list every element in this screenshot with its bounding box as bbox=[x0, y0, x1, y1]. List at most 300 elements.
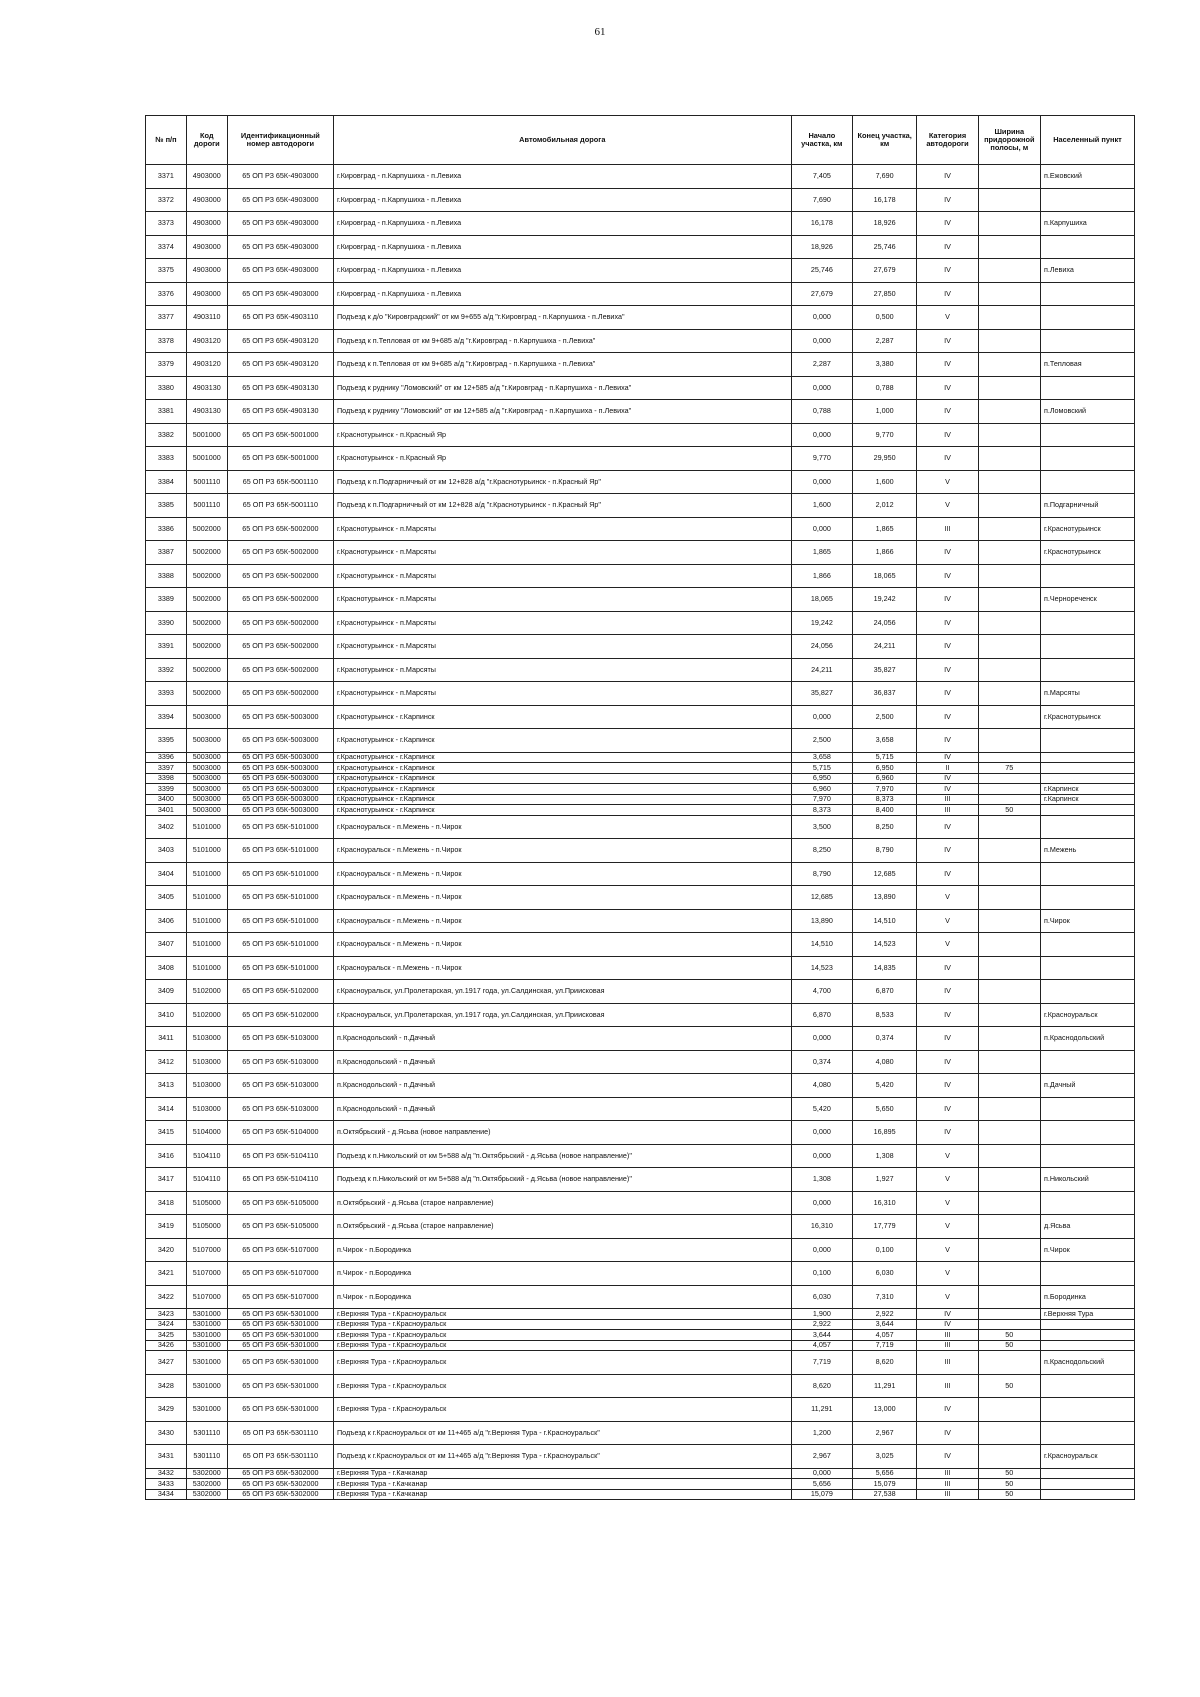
cell-num: 3431 bbox=[146, 1445, 187, 1469]
cell-settlement bbox=[1040, 886, 1134, 910]
cell-code: 5101000 bbox=[186, 933, 227, 957]
cell-start: 25,746 bbox=[791, 259, 852, 283]
cell-category: IV bbox=[917, 752, 978, 763]
cell-road: г.Краснотурьинск - п.Марсяты bbox=[333, 658, 791, 682]
cell-settlement bbox=[1040, 658, 1134, 682]
cell-num: 3430 bbox=[146, 1421, 187, 1445]
cell-id: 65 ОП РЗ 65К-5101000 bbox=[227, 862, 333, 886]
cell-category: V bbox=[917, 909, 978, 933]
cell-end: 14,835 bbox=[852, 956, 916, 980]
cell-category: V bbox=[917, 494, 978, 518]
cell-settlement bbox=[1040, 1319, 1134, 1330]
cell-num: 3434 bbox=[146, 1489, 187, 1500]
cell-id: 65 ОП РЗ 65К-4903130 bbox=[227, 376, 333, 400]
cell-id: 65 ОП РЗ 65К-5002000 bbox=[227, 564, 333, 588]
cell-code: 5107000 bbox=[186, 1238, 227, 1262]
cell-road: г.Красноуральск, ул.Пролетарская, ул.1917 года, ул.Салдинская, ул.Приисковая bbox=[333, 1003, 791, 1027]
cell-id: 65 ОП РЗ 65К-5001000 bbox=[227, 423, 333, 447]
table-row bbox=[146, 784, 1135, 795]
table-header-row bbox=[146, 116, 1135, 165]
cell-width bbox=[978, 470, 1040, 494]
cell-settlement: п.Тепловая bbox=[1040, 353, 1134, 377]
cell-category: V bbox=[917, 1168, 978, 1192]
cell-end: 1,308 bbox=[852, 1144, 916, 1168]
cell-num: 3373 bbox=[146, 212, 187, 236]
cell-id: 65 ОП РЗ 65К-5003000 bbox=[227, 794, 333, 805]
table-row bbox=[146, 956, 1135, 980]
cell-code: 5003000 bbox=[186, 729, 227, 753]
cell-category: IV bbox=[917, 1319, 978, 1330]
cell-category: IV bbox=[917, 1445, 978, 1469]
cell-start: 2,967 bbox=[791, 1445, 852, 1469]
table-row bbox=[146, 1398, 1135, 1422]
cell-end: 13,000 bbox=[852, 1398, 916, 1422]
cell-width bbox=[978, 752, 1040, 763]
cell-category: III bbox=[917, 805, 978, 816]
cell-start: 24,056 bbox=[791, 635, 852, 659]
cell-settlement bbox=[1040, 447, 1134, 471]
cell-num: 3394 bbox=[146, 705, 187, 729]
cell-id: 65 ОП РЗ 65К-4903000 bbox=[227, 282, 333, 306]
table-row bbox=[146, 212, 1135, 236]
cell-start: 5,420 bbox=[791, 1097, 852, 1121]
cell-code: 5301000 bbox=[186, 1319, 227, 1330]
table-row bbox=[146, 1050, 1135, 1074]
cell-width bbox=[978, 1144, 1040, 1168]
cell-code: 5104110 bbox=[186, 1168, 227, 1192]
cell-num: 3400 bbox=[146, 794, 187, 805]
table-row bbox=[146, 794, 1135, 805]
cell-code: 5302000 bbox=[186, 1479, 227, 1490]
cell-end: 5,715 bbox=[852, 752, 916, 763]
cell-id: 65 ОП РЗ 65К-5301000 bbox=[227, 1351, 333, 1375]
cell-start: 16,178 bbox=[791, 212, 852, 236]
cell-category: IV bbox=[917, 1097, 978, 1121]
cell-end: 4,057 bbox=[852, 1330, 916, 1341]
col-header-settlement: Населенный пункт bbox=[1040, 116, 1134, 165]
cell-category: V bbox=[917, 1238, 978, 1262]
cell-category: IV bbox=[917, 1003, 978, 1027]
cell-num: 3372 bbox=[146, 188, 187, 212]
cell-settlement bbox=[1040, 376, 1134, 400]
cell-start: 35,827 bbox=[791, 682, 852, 706]
cell-end: 2,500 bbox=[852, 705, 916, 729]
cell-start: 24,211 bbox=[791, 658, 852, 682]
cell-end: 14,523 bbox=[852, 933, 916, 957]
cell-road: Подъезд к г.Красноуральск от км 11+465 а/д "г.Верхняя Тура - г.Красноуральск" bbox=[333, 1445, 791, 1469]
cell-num: 3380 bbox=[146, 376, 187, 400]
cell-width bbox=[978, 353, 1040, 377]
cell-num: 3388 bbox=[146, 564, 187, 588]
cell-start: 6,870 bbox=[791, 1003, 852, 1027]
cell-code: 5101000 bbox=[186, 839, 227, 863]
cell-code: 4903120 bbox=[186, 329, 227, 353]
cell-code: 5001000 bbox=[186, 447, 227, 471]
cell-width bbox=[978, 564, 1040, 588]
cell-width: 50 bbox=[978, 805, 1040, 816]
cell-width bbox=[978, 658, 1040, 682]
table-row bbox=[146, 235, 1135, 259]
cell-start: 7,970 bbox=[791, 794, 852, 805]
table-row bbox=[146, 1191, 1135, 1215]
cell-start: 3,644 bbox=[791, 1330, 852, 1341]
table-row bbox=[146, 1309, 1135, 1320]
cell-category: IV bbox=[917, 1027, 978, 1051]
cell-category: V bbox=[917, 470, 978, 494]
cell-num: 3391 bbox=[146, 635, 187, 659]
cell-start: 8,790 bbox=[791, 862, 852, 886]
cell-id: 65 ОП РЗ 65К-4903000 bbox=[227, 188, 333, 212]
cell-num: 3419 bbox=[146, 1215, 187, 1239]
cell-settlement bbox=[1040, 1050, 1134, 1074]
cell-road: п.Октябрьский - д.Ясьва (новое направление) bbox=[333, 1121, 791, 1145]
table-row bbox=[146, 1319, 1135, 1330]
cell-code: 4903120 bbox=[186, 353, 227, 377]
cell-id: 65 ОП РЗ 65К-5107000 bbox=[227, 1238, 333, 1262]
cell-width bbox=[978, 306, 1040, 330]
table-row bbox=[146, 423, 1135, 447]
cell-end: 24,211 bbox=[852, 635, 916, 659]
cell-start: 2,287 bbox=[791, 353, 852, 377]
cell-id: 65 ОП РЗ 65К-5103000 bbox=[227, 1074, 333, 1098]
cell-category: IV bbox=[917, 188, 978, 212]
cell-settlement: п.Бородинка bbox=[1040, 1285, 1134, 1309]
cell-code: 5107000 bbox=[186, 1285, 227, 1309]
cell-settlement: д.Ясьва bbox=[1040, 1215, 1134, 1239]
col-header-road: Автомобильная дорога bbox=[333, 116, 791, 165]
cell-start: 0,000 bbox=[791, 423, 852, 447]
cell-road: г.Кировград - п.Карпушиха - п.Левиха bbox=[333, 165, 791, 189]
cell-road: п.Чирок - п.Бородинка bbox=[333, 1262, 791, 1286]
cell-category: IV bbox=[917, 635, 978, 659]
cell-settlement bbox=[1040, 815, 1134, 839]
cell-road: г.Краснотурьинск - г.Карпинск bbox=[333, 763, 791, 774]
cell-settlement bbox=[1040, 1421, 1134, 1445]
col-header-category: Категория автодороги bbox=[917, 116, 978, 165]
cell-id: 65 ОП РЗ 65К-5301000 bbox=[227, 1398, 333, 1422]
cell-start: 0,000 bbox=[791, 1144, 852, 1168]
cell-category: III bbox=[917, 1468, 978, 1479]
cell-end: 5,650 bbox=[852, 1097, 916, 1121]
cell-category: IV bbox=[917, 1398, 978, 1422]
cell-num: 3401 bbox=[146, 805, 187, 816]
cell-category: III bbox=[917, 1489, 978, 1500]
cell-width bbox=[978, 1074, 1040, 1098]
cell-category: IV bbox=[917, 564, 978, 588]
cell-end: 8,250 bbox=[852, 815, 916, 839]
cell-settlement: п.Чирок bbox=[1040, 909, 1134, 933]
cell-num: 3390 bbox=[146, 611, 187, 635]
cell-settlement bbox=[1040, 805, 1134, 816]
cell-code: 5103000 bbox=[186, 1027, 227, 1051]
cell-id: 65 ОП РЗ 65К-5101000 bbox=[227, 839, 333, 863]
cell-road: п.Краснодольский - п.Дачный bbox=[333, 1027, 791, 1051]
cell-code: 5002000 bbox=[186, 517, 227, 541]
cell-end: 2,287 bbox=[852, 329, 916, 353]
cell-settlement: г.Краснотурьинск bbox=[1040, 541, 1134, 565]
cell-id: 65 ОП РЗ 65К-5107000 bbox=[227, 1285, 333, 1309]
cell-num: 3393 bbox=[146, 682, 187, 706]
table-row bbox=[146, 353, 1135, 377]
cell-settlement bbox=[1040, 282, 1134, 306]
cell-code: 4903000 bbox=[186, 259, 227, 283]
cell-num: 3383 bbox=[146, 447, 187, 471]
cell-start: 0,000 bbox=[791, 705, 852, 729]
cell-start: 0,000 bbox=[791, 1191, 852, 1215]
cell-width: 50 bbox=[978, 1479, 1040, 1490]
cell-id: 65 ОП РЗ 65К-5002000 bbox=[227, 658, 333, 682]
cell-settlement bbox=[1040, 862, 1134, 886]
cell-end: 1,927 bbox=[852, 1168, 916, 1192]
cell-settlement: п.Ломовский bbox=[1040, 400, 1134, 424]
cell-code: 5002000 bbox=[186, 564, 227, 588]
cell-start: 9,770 bbox=[791, 447, 852, 471]
table-row bbox=[146, 188, 1135, 212]
cell-id: 65 ОП РЗ 65К-4903000 bbox=[227, 259, 333, 283]
cell-road: г.Красноуральск, ул.Пролетарская, ул.1917 года, ул.Салдинская, ул.Приисковая bbox=[333, 980, 791, 1004]
cell-code: 5301110 bbox=[186, 1421, 227, 1445]
cell-code: 5003000 bbox=[186, 763, 227, 774]
cell-id: 65 ОП РЗ 65К-5003000 bbox=[227, 805, 333, 816]
cell-code: 5002000 bbox=[186, 611, 227, 635]
cell-num: 3384 bbox=[146, 470, 187, 494]
cell-num: 3413 bbox=[146, 1074, 187, 1098]
cell-start: 1,200 bbox=[791, 1421, 852, 1445]
cell-width: 50 bbox=[978, 1340, 1040, 1351]
cell-end: 3,644 bbox=[852, 1319, 916, 1330]
cell-width bbox=[978, 784, 1040, 795]
cell-end: 1,600 bbox=[852, 470, 916, 494]
cell-road: Подъезд к п.Тепловая от км 9+685 а/д "г.Кировград - п.Карпушиха - п.Левиха" bbox=[333, 353, 791, 377]
cell-road: Подъезд к д/о "Кировградский" от км 9+655 а/д "г.Кировград - п.Карпушиха - п.Левиха" bbox=[333, 306, 791, 330]
cell-category: IV bbox=[917, 1309, 978, 1320]
cell-start: 14,523 bbox=[791, 956, 852, 980]
cell-settlement: г.Краснотурьинск bbox=[1040, 517, 1134, 541]
cell-start: 3,658 bbox=[791, 752, 852, 763]
cell-num: 3378 bbox=[146, 329, 187, 353]
col-header-width: Ширина придорожной полосы, м bbox=[978, 116, 1040, 165]
cell-settlement bbox=[1040, 980, 1134, 1004]
cell-id: 65 ОП РЗ 65К-5104000 bbox=[227, 1121, 333, 1145]
cell-road: г.Краснотурьинск - г.Карпинск bbox=[333, 773, 791, 784]
cell-width bbox=[978, 1191, 1040, 1215]
table-row bbox=[146, 1262, 1135, 1286]
col-header-num: № п/п bbox=[146, 116, 187, 165]
cell-start: 18,065 bbox=[791, 588, 852, 612]
cell-settlement bbox=[1040, 306, 1134, 330]
cell-settlement: п.Ежовский bbox=[1040, 165, 1134, 189]
cell-start: 5,656 bbox=[791, 1479, 852, 1490]
cell-width bbox=[978, 329, 1040, 353]
cell-id: 65 ОП РЗ 65К-4903120 bbox=[227, 353, 333, 377]
cell-code: 5105000 bbox=[186, 1191, 227, 1215]
cell-road: г.Кировград - п.Карпушиха - п.Левиха bbox=[333, 188, 791, 212]
cell-id: 65 ОП РЗ 65К-5301000 bbox=[227, 1309, 333, 1320]
cell-settlement: г.Красноуральск bbox=[1040, 1445, 1134, 1469]
cell-num: 3381 bbox=[146, 400, 187, 424]
table-row bbox=[146, 705, 1135, 729]
cell-start: 6,950 bbox=[791, 773, 852, 784]
cell-width bbox=[978, 1238, 1040, 1262]
cell-settlement bbox=[1040, 188, 1134, 212]
cell-start: 6,030 bbox=[791, 1285, 852, 1309]
cell-start: 6,960 bbox=[791, 784, 852, 795]
cell-road: г.Красноуральск - п.Межень - п.Чирок bbox=[333, 886, 791, 910]
cell-category: V bbox=[917, 306, 978, 330]
cell-road: Подъезд к руднику "Ломовский" от км 12+585 а/д "г.Кировград - п.Карпушиха - п.Левиха" bbox=[333, 400, 791, 424]
table-row bbox=[146, 1489, 1135, 1500]
cell-settlement: п.Чирок bbox=[1040, 1238, 1134, 1262]
cell-code: 5102000 bbox=[186, 1003, 227, 1027]
table-row bbox=[146, 839, 1135, 863]
cell-category: IV bbox=[917, 729, 978, 753]
cell-start: 16,310 bbox=[791, 1215, 852, 1239]
cell-num: 3411 bbox=[146, 1027, 187, 1051]
cell-category: IV bbox=[917, 1050, 978, 1074]
cell-road: г.Кировград - п.Карпушиха - п.Левиха bbox=[333, 212, 791, 236]
cell-start: 0,000 bbox=[791, 517, 852, 541]
cell-id: 65 ОП РЗ 65К-5101000 bbox=[227, 815, 333, 839]
cell-end: 14,510 bbox=[852, 909, 916, 933]
cell-num: 3375 bbox=[146, 259, 187, 283]
cell-num: 3429 bbox=[146, 1398, 187, 1422]
cell-category: IV bbox=[917, 376, 978, 400]
cell-code: 4903000 bbox=[186, 212, 227, 236]
cell-code: 5001110 bbox=[186, 494, 227, 518]
cell-width bbox=[978, 980, 1040, 1004]
cell-end: 11,291 bbox=[852, 1374, 916, 1398]
cell-settlement bbox=[1040, 752, 1134, 763]
cell-id: 65 ОП РЗ 65К-5301000 bbox=[227, 1330, 333, 1341]
cell-code: 5107000 bbox=[186, 1262, 227, 1286]
cell-end: 8,620 bbox=[852, 1351, 916, 1375]
cell-id: 65 ОП РЗ 65К-5301000 bbox=[227, 1319, 333, 1330]
table-row bbox=[146, 494, 1135, 518]
cell-settlement bbox=[1040, 1144, 1134, 1168]
cell-settlement bbox=[1040, 1121, 1134, 1145]
cell-code: 4903000 bbox=[186, 235, 227, 259]
cell-end: 36,837 bbox=[852, 682, 916, 706]
cell-width bbox=[978, 729, 1040, 753]
cell-width bbox=[978, 705, 1040, 729]
cell-start: 5,715 bbox=[791, 763, 852, 774]
cell-category: IV bbox=[917, 611, 978, 635]
cell-id: 65 ОП РЗ 65К-4903000 bbox=[227, 165, 333, 189]
cell-start: 1,900 bbox=[791, 1309, 852, 1320]
cell-code: 4903000 bbox=[186, 282, 227, 306]
cell-num: 3409 bbox=[146, 980, 187, 1004]
cell-category: IV bbox=[917, 784, 978, 795]
cell-end: 2,012 bbox=[852, 494, 916, 518]
cell-code: 5301110 bbox=[186, 1445, 227, 1469]
cell-road: г.Краснотурьинск - г.Карпинск bbox=[333, 794, 791, 805]
cell-road: п.Чирок - п.Бородинка bbox=[333, 1285, 791, 1309]
cell-start: 0,100 bbox=[791, 1262, 852, 1286]
cell-start: 2,922 bbox=[791, 1319, 852, 1330]
cell-end: 6,960 bbox=[852, 773, 916, 784]
cell-width bbox=[978, 909, 1040, 933]
cell-category: IV bbox=[917, 1421, 978, 1445]
cell-end: 12,685 bbox=[852, 862, 916, 886]
cell-road: г.Краснотурьинск - г.Карпинск bbox=[333, 784, 791, 795]
cell-category: III bbox=[917, 1340, 978, 1351]
cell-settlement: п.Левиха bbox=[1040, 259, 1134, 283]
cell-id: 65 ОП РЗ 65К-5301000 bbox=[227, 1340, 333, 1351]
cell-category: IV bbox=[917, 980, 978, 1004]
cell-category: IV bbox=[917, 259, 978, 283]
cell-id: 65 ОП РЗ 65К-5301000 bbox=[227, 1374, 333, 1398]
cell-start: 0,000 bbox=[791, 1468, 852, 1479]
table-row bbox=[146, 1330, 1135, 1341]
cell-num: 3403 bbox=[146, 839, 187, 863]
cell-num: 3427 bbox=[146, 1351, 187, 1375]
cell-category: IV bbox=[917, 773, 978, 784]
cell-end: 7,690 bbox=[852, 165, 916, 189]
cell-road: г.Красноуральск - п.Межень - п.Чирок bbox=[333, 909, 791, 933]
cell-num: 3382 bbox=[146, 423, 187, 447]
cell-num: 3399 bbox=[146, 784, 187, 795]
cell-start: 19,242 bbox=[791, 611, 852, 635]
table-row bbox=[146, 763, 1135, 774]
cell-num: 3428 bbox=[146, 1374, 187, 1398]
table-row bbox=[146, 1027, 1135, 1051]
table-row bbox=[146, 773, 1135, 784]
cell-category: IV bbox=[917, 705, 978, 729]
table-row bbox=[146, 886, 1135, 910]
cell-settlement: г.Красноуральск bbox=[1040, 1003, 1134, 1027]
cell-width bbox=[978, 165, 1040, 189]
cell-road: г.Красноуральск - п.Межень - п.Чирок bbox=[333, 862, 791, 886]
cell-category: IV bbox=[917, 815, 978, 839]
cell-settlement: п.Никольский bbox=[1040, 1168, 1134, 1192]
cell-width bbox=[978, 1097, 1040, 1121]
table-row bbox=[146, 980, 1135, 1004]
cell-road: г.Краснотурьинск - п.Красный Яр bbox=[333, 447, 791, 471]
cell-start: 4,080 bbox=[791, 1074, 852, 1098]
table-body bbox=[146, 165, 1135, 1500]
cell-settlement bbox=[1040, 470, 1134, 494]
cell-id: 65 ОП РЗ 65К-5104110 bbox=[227, 1144, 333, 1168]
table-row bbox=[146, 1468, 1135, 1479]
cell-start: 0,000 bbox=[791, 470, 852, 494]
cell-road: г.Верхняя Тура - г.Качканар bbox=[333, 1468, 791, 1479]
cell-category: IV bbox=[917, 588, 978, 612]
cell-category: IV bbox=[917, 658, 978, 682]
table-row bbox=[146, 1445, 1135, 1469]
cell-width bbox=[978, 376, 1040, 400]
cell-width bbox=[978, 1445, 1040, 1469]
cell-category: IV bbox=[917, 165, 978, 189]
cell-id: 65 ОП РЗ 65К-5002000 bbox=[227, 635, 333, 659]
cell-end: 7,719 bbox=[852, 1340, 916, 1351]
cell-id: 65 ОП РЗ 65К-5002000 bbox=[227, 611, 333, 635]
cell-width bbox=[978, 1262, 1040, 1286]
cell-start: 11,291 bbox=[791, 1398, 852, 1422]
col-header-end: Конец участка, км bbox=[852, 116, 916, 165]
cell-end: 8,373 bbox=[852, 794, 916, 805]
table-row bbox=[146, 1097, 1135, 1121]
cell-category: IV bbox=[917, 447, 978, 471]
cell-code: 5002000 bbox=[186, 658, 227, 682]
cell-width bbox=[978, 259, 1040, 283]
cell-road: г.Верхняя Тура - г.Качканар bbox=[333, 1479, 791, 1490]
cell-num: 3374 bbox=[146, 235, 187, 259]
cell-road: Подъезд к п.Подгарничный от км 12+828 а/д "г.Краснотурьинск - п.Красный Яр" bbox=[333, 494, 791, 518]
cell-end: 27,850 bbox=[852, 282, 916, 306]
cell-id: 65 ОП РЗ 65К-5003000 bbox=[227, 784, 333, 795]
cell-width bbox=[978, 423, 1040, 447]
cell-road: г.Краснотурьинск - п.Марсяты bbox=[333, 635, 791, 659]
